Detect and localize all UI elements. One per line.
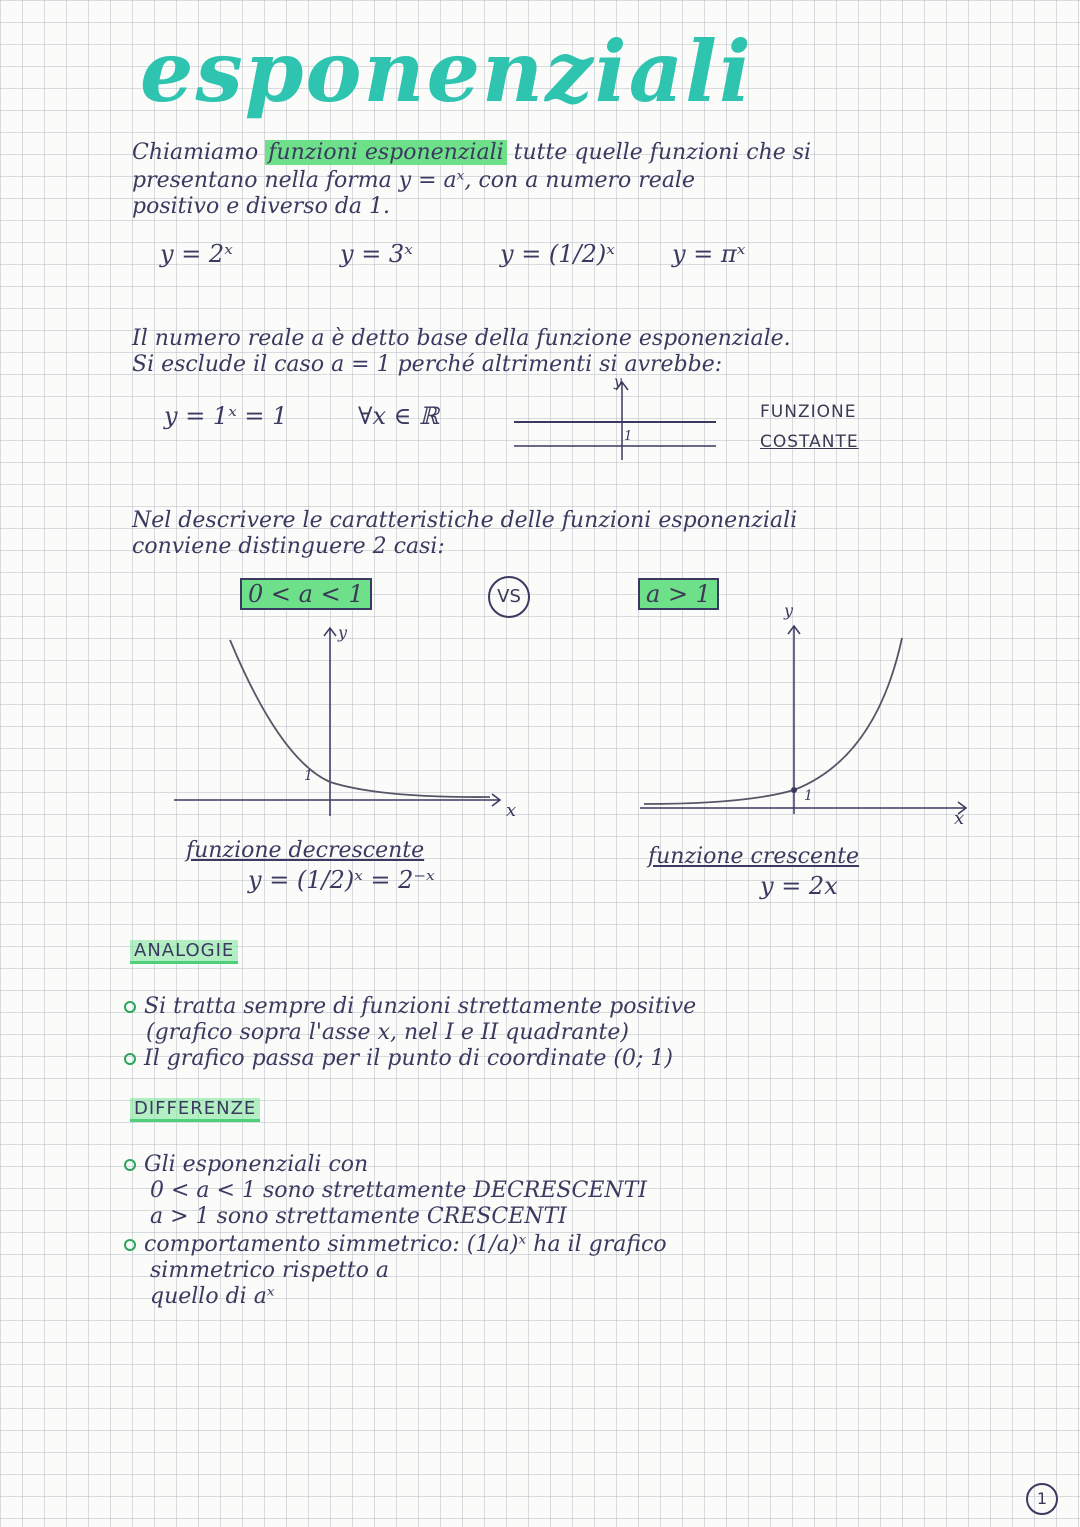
example-3: y = (1/2)ˣ xyxy=(500,240,615,268)
differenze-b1-text: Gli esponenziali con xyxy=(144,1152,369,1177)
bullet-dot xyxy=(124,1053,136,1065)
intro-line-1 xyxy=(132,140,811,165)
analogie-bullet-1 xyxy=(124,994,696,1019)
left-caption: funzione decrescente xyxy=(186,838,425,863)
constant-equation: y = 1ˣ = 1 xyxy=(164,402,288,430)
case-right-box: a > 1 xyxy=(638,578,719,610)
increasing-curve xyxy=(644,638,902,804)
constant-y-label: y xyxy=(614,374,622,390)
intro-line-2: presentano nella forma y = aˣ, con a numero reale xyxy=(132,168,695,193)
bullet-dot xyxy=(124,1239,136,1251)
analogie-bullet-2 xyxy=(124,1046,673,1071)
page-title: esponenziali xyxy=(140,22,753,121)
constant-label-1: FUNZIONE xyxy=(760,402,857,422)
example-2: y = 3ˣ xyxy=(340,240,413,268)
differenze-bullet-2 xyxy=(124,1232,667,1257)
page-number: 1 xyxy=(1026,1483,1058,1515)
intro-highlight: funzioni esponenziali xyxy=(265,140,506,165)
bullet-dot xyxy=(124,1159,136,1171)
left-x-label: x xyxy=(506,800,517,821)
right-intercept-dot xyxy=(791,787,797,793)
left-equation: y = (1/2)ˣ = 2⁻ˣ xyxy=(248,866,435,894)
bullet-dot xyxy=(124,1001,136,1013)
constant-label-2: COSTANTE xyxy=(760,432,859,452)
base-line-1: Il numero reale a è detto base della funzione esponenziale. xyxy=(132,326,791,351)
base-line-2: Si esclude il caso a = 1 perché altrimenti si avrebbe: xyxy=(132,352,723,377)
vs-circle: VS xyxy=(488,576,530,618)
forall-x: ∀x ∈ ℝ xyxy=(358,402,439,430)
cases-line-1: Nel descrivere le caratteristiche delle funzioni esponenziali xyxy=(132,508,798,533)
constant-one-label: 1 xyxy=(624,429,633,444)
left-y-label: y xyxy=(338,623,348,642)
differenze-bullet-2-line-3: quello di aˣ xyxy=(150,1284,275,1309)
right-one-label: 1 xyxy=(804,788,813,804)
analogie-bullet-1-cont: (grafico sopra l'asse x, nel I e II quadrante) xyxy=(146,1020,629,1045)
right-x-label: x xyxy=(954,808,965,829)
case-left-box: 0 < a < 1 xyxy=(240,578,372,610)
analogie-b2-text: Il grafico passa per il punto di coordinate (0; 1) xyxy=(144,1046,673,1071)
intro-text-a: Chiamiamo xyxy=(132,140,259,165)
increasing-graph xyxy=(636,601,976,829)
example-1: y = 2ˣ xyxy=(160,240,233,268)
decreasing-graph xyxy=(170,620,530,830)
differenze-heading: DIFFERENZE xyxy=(130,1098,260,1122)
decreasing-curve xyxy=(230,640,490,797)
intro-text-b: tutte quelle funzioni che si xyxy=(513,140,812,165)
differenze-bullet-1-line-2: 0 < a < 1 sono strettamente DECRESCENTI xyxy=(150,1178,647,1203)
intro-line-3: positivo e diverso da 1. xyxy=(132,194,391,219)
cases-line-2: conviene distinguere 2 casi: xyxy=(132,534,445,559)
differenze-bullet-1 xyxy=(124,1152,368,1177)
differenze-bullet-1-line-3: a > 1 sono strettamente CRESCENTI xyxy=(150,1204,567,1229)
differenze-bullet-2-line-2: simmetrico rispetto a xyxy=(150,1258,390,1283)
right-equation: y = 2x xyxy=(760,872,838,900)
analogie-heading: ANALOGIE xyxy=(130,940,238,964)
right-y-label: y xyxy=(784,601,794,620)
constant-function-graph xyxy=(510,376,730,462)
left-one-label: 1 xyxy=(304,768,313,784)
example-4: y = πˣ xyxy=(672,240,746,268)
right-caption: funzione crescente xyxy=(648,844,860,869)
analogie-b1-text: Si tratta sempre di funzioni strettamente positive xyxy=(144,994,697,1019)
differenze-b2-text: comportamento simmetrico: (1/a)ˣ ha il grafico xyxy=(144,1232,667,1257)
